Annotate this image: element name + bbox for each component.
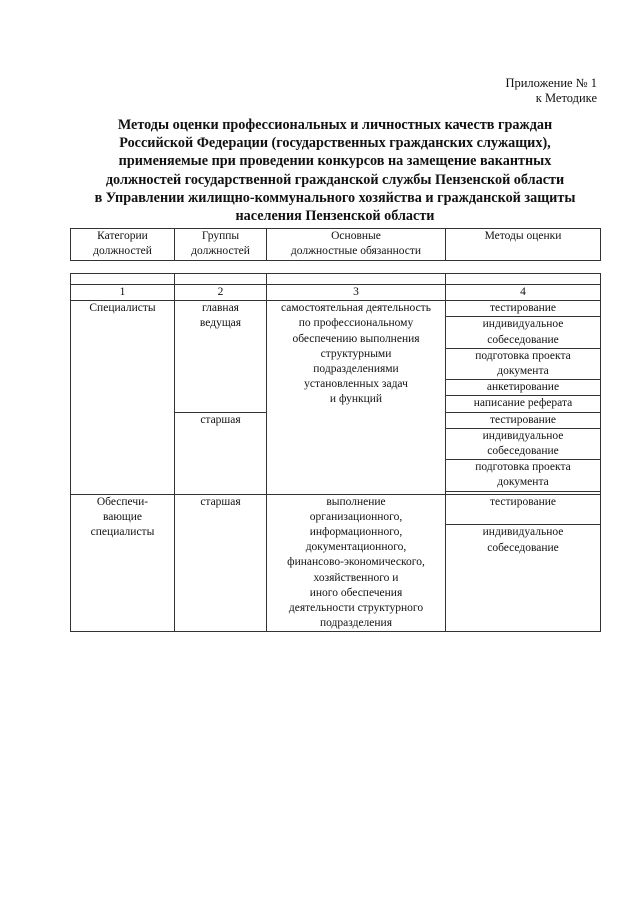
- table-row: [71, 494, 601, 525]
- column-number: 4: [446, 285, 601, 301]
- method-draft-document: подготовка проекта документа: [446, 348, 601, 379]
- header-group: Группы должностей: [175, 229, 267, 261]
- document-title: [70, 116, 600, 225]
- title-line: Российской Федерации (государственных гражданских служащих),: [119, 135, 551, 152]
- header-duties: Основные должностные обязанности: [267, 229, 446, 261]
- appendix-note: [505, 76, 597, 106]
- column-numbers-row: [71, 285, 601, 301]
- table-row: [71, 301, 601, 317]
- column-number: 2: [175, 285, 267, 301]
- method-essay: написание реферата: [446, 396, 601, 412]
- duties-specialists: самостоятельная деятельность по профессиональному обеспечению выполнения структурными подразделениями установленных задач и функций: [267, 301, 446, 494]
- method-interview: индивидуальное собеседование: [446, 428, 601, 459]
- method-testing: тестирование: [446, 301, 601, 317]
- title-line: населения Пензенской области: [235, 208, 435, 225]
- method-testing: тестирование: [446, 412, 601, 428]
- group-senior: старшая: [175, 412, 267, 494]
- header-row: [71, 229, 601, 261]
- method-draft-document: подготовка проекта документа: [446, 460, 601, 491]
- title-line: применяемые при проведении конкурсов на замещение вакантных: [118, 153, 552, 170]
- title-line: должностей государственной гражданской службы Пензенской области: [105, 171, 565, 188]
- method-questionnaire: анкетирование: [446, 380, 601, 396]
- header-category: Категории должностей: [71, 229, 175, 261]
- method-interview: индивидуальное собеседование: [446, 317, 601, 348]
- methods-table: [70, 273, 601, 632]
- group-senior: старшая: [175, 494, 267, 632]
- category-support-specialists: Обеспечи- вающие специалисты: [71, 494, 175, 632]
- column-number: 1: [71, 285, 175, 301]
- group-chief-leading: главная ведущая: [175, 301, 267, 412]
- spacer-row: [71, 274, 601, 285]
- title-line: Методы оценки профессиональных и личностных качеств граждан: [117, 117, 553, 133]
- duties-support: выполнение организационного, информационного, документационного, финансово-экономического, хозяйственного и иного обеспечения деятельности структурного подразделения: [267, 494, 446, 632]
- appendix-number: Приложение № 1: [505, 76, 597, 90]
- appendix-reference: к Методике: [535, 91, 597, 105]
- header-table: [70, 228, 601, 261]
- method-interview: индивидуальное собеседование: [446, 525, 601, 632]
- category-specialists: Специалисты: [71, 301, 175, 494]
- title-line: в Управлении жилищно-коммунального хозяйства и гражданской защиты: [94, 189, 576, 206]
- column-number: 3: [267, 285, 446, 301]
- header-methods: Методы оценки: [446, 229, 601, 261]
- method-testing: тестирование: [446, 494, 601, 525]
